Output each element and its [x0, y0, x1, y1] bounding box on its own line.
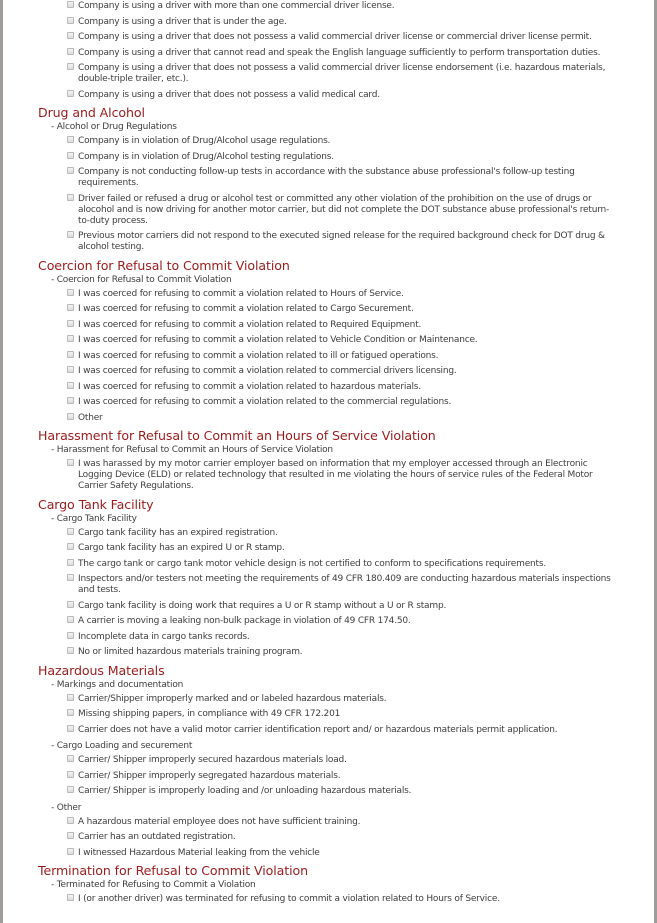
- checkbox[interactable]: [67, 755, 74, 762]
- checkbox[interactable]: [67, 382, 74, 389]
- checkbox[interactable]: [67, 616, 74, 623]
- violation-option[interactable]: [38, 616, 640, 627]
- violation-option[interactable]: [38, 167, 640, 189]
- option-label: Cargo tank facility has an expired registration.: [78, 527, 278, 538]
- category-heading: Drug and Alcohol: [38, 105, 145, 120]
- checkbox[interactable]: [67, 63, 74, 70]
- option-label: I was coerced for refusing to commit a violation related to Hours of Service.: [78, 288, 404, 299]
- option-label: I was coerced for refusing to commit a violation related to the commercial regulations.: [78, 397, 452, 407]
- violation-option[interactable]: [38, 601, 640, 612]
- checkbox[interactable]: [67, 601, 74, 608]
- option-label: I was coerced for refusing to commit a violation related to commercial drivers licensing.: [78, 366, 457, 376]
- violation-option[interactable]: [38, 17, 640, 28]
- violation-option[interactable]: [38, 848, 640, 859]
- checkbox[interactable]: [67, 709, 74, 716]
- checkbox[interactable]: [67, 335, 74, 342]
- category-heading: Coercion for Refusal to Commit Violation: [38, 257, 290, 273]
- checkbox[interactable]: [67, 194, 74, 201]
- option-label: Inspectors and/or testers not meeting the requirements of 49 CFR 180.409 are conducting hazardous materials inspections and tests.: [78, 574, 611, 595]
- violation-option[interactable]: [38, 647, 640, 658]
- subcategory-label: - Other: [51, 802, 82, 813]
- option-label: Previous motor carriers did not respond to the executed signed release for the required background check for DOT drug & alcohol testing.: [78, 231, 605, 252]
- option-label: No or limited hazardous materials training program.: [78, 647, 303, 657]
- violation-option[interactable]: [38, 709, 640, 720]
- option-label: A hazardous material employee does not have sufficient training.: [78, 816, 361, 827]
- subcategory-label: - Markings and documentation: [51, 679, 184, 690]
- violation-option[interactable]: [38, 694, 640, 705]
- category-heading: Cargo Tank Facility: [38, 496, 154, 512]
- option-label: Incomplete data in cargo tanks records.: [78, 631, 250, 642]
- checkbox[interactable]: [67, 694, 74, 701]
- violation-option[interactable]: [38, 48, 640, 59]
- checkbox[interactable]: [67, 574, 74, 581]
- option-label: The cargo tank or cargo tank motor vehicle design is not certified to conform to specifications requirements.: [78, 558, 547, 569]
- checkbox[interactable]: [67, 304, 74, 311]
- checkbox[interactable]: [67, 559, 74, 566]
- violation-option[interactable]: [38, 90, 640, 101]
- violation-option[interactable]: [38, 382, 640, 393]
- checkbox[interactable]: [67, 351, 74, 358]
- checkbox[interactable]: [67, 647, 74, 654]
- subcategory-label: - Alcohol or Drug Regulations: [51, 122, 177, 132]
- violation-option[interactable]: [38, 194, 640, 227]
- option-label: Company is not conducting follow-up tests in accordance with the substance abuse professional's follow-up testing requirements.: [78, 167, 575, 188]
- category-heading: Harassment for Refusal to Commit an Hours of Service Violation: [38, 428, 436, 443]
- checkbox[interactable]: [67, 632, 74, 639]
- violation-option[interactable]: [38, 459, 640, 492]
- option-label: Cargo tank facility is doing work that requires a U or R stamp without a U or R stamp.: [78, 600, 447, 611]
- category-drug-and-alcohol: [38, 105, 640, 253]
- option-label: Company is using a driver that does not possess a valid medical card.: [78, 89, 380, 100]
- checkbox[interactable]: [67, 231, 74, 238]
- checkbox[interactable]: [67, 528, 74, 535]
- option-label: I was coerced for refusing to commit a violation related to ill or fatigued operations.: [78, 350, 439, 361]
- violation-option[interactable]: [38, 1, 640, 12]
- violation-option[interactable]: [38, 32, 640, 43]
- checkbox[interactable]: [67, 90, 74, 97]
- option-label: Carrier/Shipper improperly marked and or labeled hazardous materials.: [78, 693, 387, 704]
- option-label: Company is using a driver that cannot read and speak the English language sufficiently to perform transportation duties.: [78, 47, 601, 58]
- option-label: Carrier/ Shipper improperly segregated hazardous materials.: [78, 770, 341, 781]
- option-label: Carrier/ Shipper is improperly loading and /or unloading hazardous materials.: [78, 786, 412, 796]
- option-label: Company is using a driver that does not possess a valid commercial driver license or commercial driver license permit.: [78, 32, 592, 42]
- option-label: Other: [78, 412, 103, 423]
- option-label: Company is using a driver with more than one commercial driver license.: [78, 1, 395, 11]
- violation-option[interactable]: [38, 755, 640, 766]
- checkbox[interactable]: [67, 786, 74, 793]
- violation-option[interactable]: [38, 771, 640, 782]
- violation-option[interactable]: [38, 63, 640, 85]
- checkbox[interactable]: [67, 832, 74, 839]
- violation-option[interactable]: [38, 528, 640, 539]
- category-hazardous-materials: [38, 663, 640, 859]
- option-label: I was coerced for refusing to commit a violation related to Cargo Securement.: [78, 304, 414, 314]
- checkbox[interactable]: [67, 17, 74, 24]
- checkbox[interactable]: [67, 771, 74, 778]
- violation-option[interactable]: [38, 413, 640, 424]
- category-coercion-for-refusal-to-commit-violation: [38, 258, 640, 424]
- checkbox[interactable]: [67, 543, 74, 550]
- option-label: Company is using a driver that does not possess a valid commercial driver license endorsement (i.e. hazardous materials, double-triple trailer, etc.).: [78, 63, 606, 84]
- option-label: Company is using a driver that is under the age.: [78, 16, 287, 27]
- option-label: A carrier is moving a leaking non-bulk package in violation of 49 CFR 174.50.: [78, 616, 411, 626]
- checkbox[interactable]: [67, 366, 74, 373]
- subcategory-label: - Coercion for Refusal to Commit Violation: [51, 274, 232, 285]
- checkbox[interactable]: [67, 413, 74, 420]
- violation-option[interactable]: [38, 351, 640, 362]
- category-termination-for-refusal-to-commit-violation: [38, 863, 640, 905]
- violation-option[interactable]: [38, 136, 640, 147]
- violation-option[interactable]: [38, 574, 640, 596]
- category-cargo-tank-facility: [38, 497, 640, 659]
- checkbox[interactable]: [67, 817, 74, 824]
- violation-option[interactable]: [38, 559, 640, 570]
- checkbox[interactable]: [67, 32, 74, 39]
- category-harassment-for-refusal-to-commit-an-hours-of-service-violation: [38, 428, 640, 492]
- subcategory-label: - Harassment for Refusal to Commit an Hours of Service Violation: [51, 445, 333, 455]
- option-label: Company is in violation of Drug/Alcohol testing regulations.: [78, 151, 334, 162]
- violation-option[interactable]: [38, 304, 640, 315]
- violation-option[interactable]: [38, 231, 640, 253]
- checkbox[interactable]: [67, 167, 74, 174]
- option-label: I was coerced for refusing to commit a violation related to Vehicle Condition or Maintenance.: [78, 335, 478, 345]
- checkbox[interactable]: [67, 1, 74, 8]
- checkbox[interactable]: [67, 320, 74, 327]
- option-label: I was harassed by my motor carrier employer based on information that my employer accessed through an Electronic Logging Device (ELD) or related technology that resulted in me violating the hours of service rules of the Federal Motor Carrier Safety Regulations.: [78, 459, 593, 491]
- option-label: Missing shipping papers, in compliance with 49 CFR 172.201: [78, 709, 341, 719]
- checkbox[interactable]: [67, 48, 74, 55]
- checkbox[interactable]: [67, 848, 74, 855]
- violation-option[interactable]: [38, 335, 640, 346]
- violation-option[interactable]: [38, 397, 640, 408]
- violation-option[interactable]: [38, 786, 640, 797]
- checkbox[interactable]: [67, 152, 74, 159]
- option-label: Carrier does not have a valid motor carrier identification report and/ or hazardous materials permit application.: [78, 724, 558, 735]
- subcategory-label: - Terminated for Refusing to Commit a Violation: [51, 880, 256, 890]
- option-label: I was coerced for refusing to commit a violation related to Required Equipment.: [78, 319, 422, 330]
- subcategory-label: - Cargo Loading and securement: [51, 741, 193, 751]
- option-label: Company is in violation of Drug/Alcohol usage regulations.: [78, 136, 331, 146]
- violation-option[interactable]: [38, 320, 640, 331]
- violation-option[interactable]: [38, 817, 640, 828]
- violation-option[interactable]: [38, 152, 640, 163]
- option-label: Carrier has an outdated registration.: [78, 832, 236, 842]
- category-heading: Hazardous Materials: [38, 662, 165, 678]
- checkbox[interactable]: [67, 459, 74, 466]
- option-label: Cargo tank facility has an expired U or R stamp.: [78, 543, 285, 553]
- checkbox[interactable]: [67, 894, 74, 901]
- option-label: I witnessed Hazardous Material leaking from the vehicle: [78, 847, 320, 858]
- violation-option[interactable]: [38, 894, 640, 905]
- option-label: I was coerced for refusing to commit a violation related to hazardous materials.: [78, 381, 421, 392]
- option-label: I (or another driver) was terminated for refusing to commit a violation related to Hours of Service.: [78, 894, 500, 904]
- subcategory-label: - Cargo Tank Facility: [51, 513, 137, 524]
- checkbox[interactable]: [67, 725, 74, 732]
- violation-option[interactable]: [38, 725, 640, 736]
- violation-option[interactable]: [38, 366, 640, 377]
- checkbox[interactable]: [67, 289, 74, 296]
- category-heading: Termination for Refusal to Commit Violation: [38, 863, 309, 878]
- category-driver-qualification: [38, 0, 640, 101]
- violation-option[interactable]: [38, 543, 640, 554]
- checkbox[interactable]: [67, 136, 74, 143]
- option-label: Carrier/ Shipper improperly secured hazardous materials load.: [78, 755, 347, 765]
- option-label: Driver failed or refused a drug or alcohol test or committed any other violation of the prohibition on the use of drugs or alocohol and is now driving for another motor carrier, but did not complete the DOT substance abuse professional's return-to-duty process.: [78, 193, 610, 226]
- checkbox[interactable]: [67, 397, 74, 404]
- violation-option[interactable]: [38, 832, 640, 843]
- violation-categories-list: [38, 0, 640, 910]
- violation-option[interactable]: [38, 289, 640, 300]
- violation-option[interactable]: [38, 632, 640, 643]
